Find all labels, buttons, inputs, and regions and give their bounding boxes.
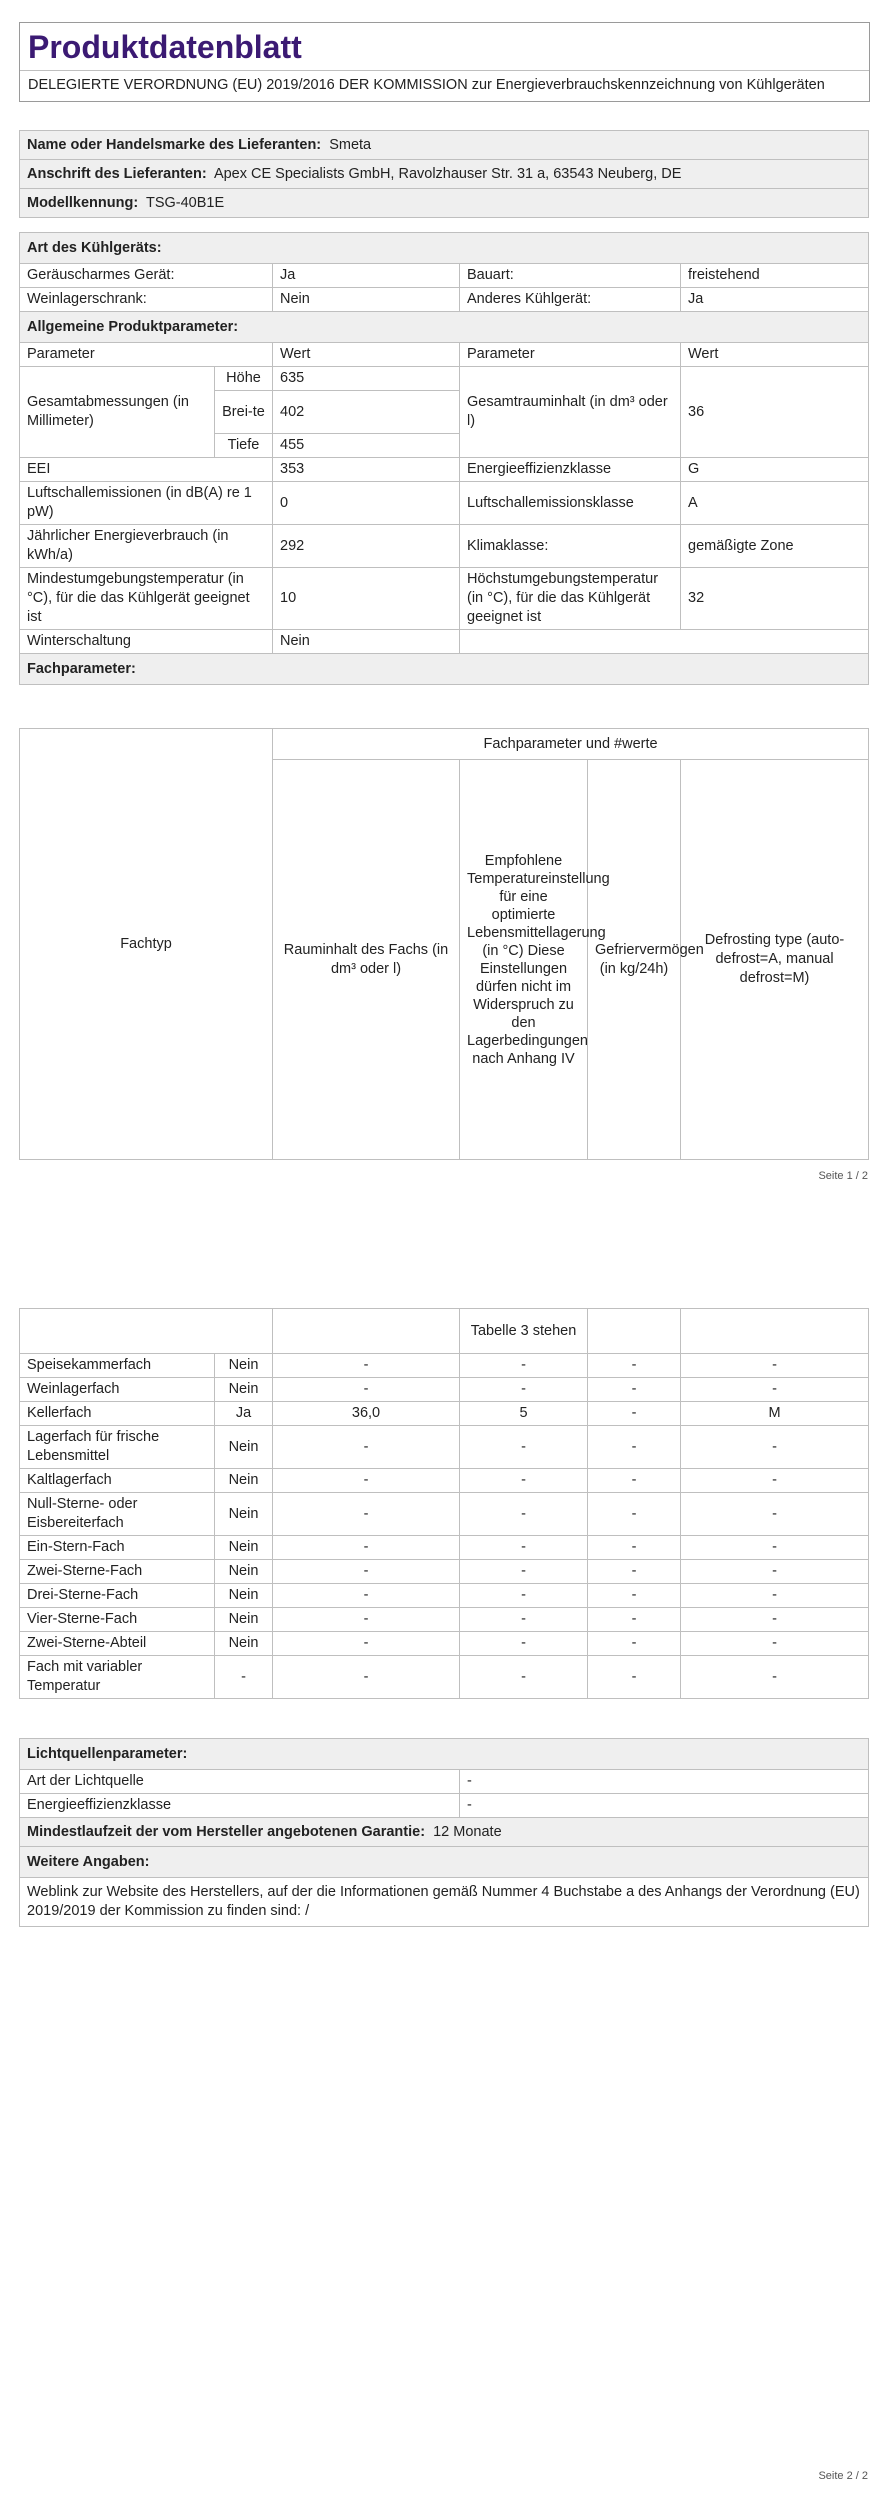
supplier-value: Smeta — [329, 136, 372, 153]
compartment-volume: - — [273, 1608, 460, 1632]
depth-value: 455 — [273, 434, 460, 458]
compartment-table — [19, 1308, 869, 1354]
efficiency-class-value: G — [681, 458, 869, 482]
compartment-row — [20, 1469, 869, 1493]
compartment-row — [20, 1560, 869, 1584]
compartment-defrost: - — [681, 1536, 869, 1560]
compartment-row — [20, 1632, 869, 1656]
compartment-temp-header: Empfohlene Temperatureinstellung für eine optimierte Lebensmittellagerung (in °C) Diese Einstellungen dürfen nicht im Widerspruch zu den Lagerbedingungen nach Anhang IV — [460, 760, 588, 1160]
page-1 — [0, 0, 887, 1240]
width-value: 402 — [273, 391, 460, 434]
compartment-present: Nein — [215, 1632, 273, 1656]
compartment-present: Nein — [215, 1560, 273, 1584]
compartment-defrost: - — [681, 1426, 869, 1469]
general-table — [19, 232, 869, 685]
light-table — [19, 1738, 869, 1927]
compartment-name: Lagerfach für frische Lebensmittel — [20, 1426, 215, 1469]
compartment-volume: - — [273, 1493, 460, 1536]
compartment-row — [20, 1608, 869, 1632]
compartment-present: Nein — [215, 1426, 273, 1469]
compartment-volume: - — [273, 1536, 460, 1560]
compartment-freeze: - — [588, 1560, 681, 1584]
compartment-row — [20, 1493, 869, 1536]
compartment-temp: - — [460, 1632, 588, 1656]
compartment-volume: - — [273, 1469, 460, 1493]
value-header-2: Wert — [681, 343, 869, 367]
compartment-defrost: - — [681, 1354, 869, 1378]
compartment-name: Ein-Stern-Fach — [20, 1536, 215, 1560]
compartment-name: Weinlagerfach — [20, 1378, 215, 1402]
light-class-value: - — [460, 1794, 869, 1818]
compartment-present: Nein — [215, 1469, 273, 1493]
compartment-volume: - — [273, 1378, 460, 1402]
warranty-value: 12 Monate — [433, 1823, 502, 1840]
general-section-heading: Allgemeine Produktparameter: — [20, 312, 869, 343]
compartment-temp: - — [460, 1354, 588, 1378]
width-label: Brei-te — [215, 391, 273, 434]
max-temp-value: 32 — [681, 568, 869, 630]
silent-label: Geräuscharmes Gerät: — [20, 264, 273, 288]
compartment-row — [20, 1402, 869, 1426]
continuation-empty — [588, 1309, 681, 1354]
param-header-1: Parameter — [20, 343, 273, 367]
weblink-text: Weblink zur Website des Herstellers, auf der die Informationen gemäß Nummer 4 Buchstabe a des Anhangs der Verordnung (EU) 2019/2019 der Kommission zu finden sind: / — [20, 1878, 869, 1927]
continuation-empty — [273, 1309, 460, 1354]
compartment-name: Fach mit variabler Temperatur — [20, 1656, 215, 1699]
volume-value: 36 — [681, 367, 869, 458]
height-label: Höhe — [215, 367, 273, 391]
compartment-freeze: - — [588, 1632, 681, 1656]
min-temp-label: Mindestumgebungstemperatur (in °C), für die das Kühlgerät geeignet ist — [20, 568, 273, 630]
compartment-name: Drei-Sterne-Fach — [20, 1584, 215, 1608]
more-section-heading: Weitere Angaben: — [20, 1847, 869, 1878]
compartment-temp: - — [460, 1493, 588, 1536]
continuation-empty — [20, 1309, 273, 1354]
compartment-defrost: - — [681, 1469, 869, 1493]
climate-class-value: gemäßigte Zone — [681, 525, 869, 568]
compartment-defrost: - — [681, 1608, 869, 1632]
compartment-freeze: - — [588, 1493, 681, 1536]
light-section-heading: Lichtquellenparameter: — [20, 1739, 869, 1770]
compartment-temp: - — [460, 1426, 588, 1469]
compartment-freeze: - — [588, 1469, 681, 1493]
compartment-freeze: - — [588, 1656, 681, 1699]
compartment-volume: 36,0 — [273, 1402, 460, 1426]
compartment-present: - — [215, 1656, 273, 1699]
compartment-freeze: - — [588, 1378, 681, 1402]
construction-label: Bauart: — [460, 264, 681, 288]
page-2-footer: Seite 2 / 2 — [818, 2470, 868, 2482]
param-header-2: Parameter — [460, 343, 681, 367]
compartment-defrost: - — [681, 1560, 869, 1584]
compartment-temp: - — [460, 1469, 588, 1493]
compartment-volume: - — [273, 1560, 460, 1584]
eei-label: EEI — [20, 458, 273, 482]
compartment-volume: - — [273, 1354, 460, 1378]
compartment-present: Nein — [215, 1493, 273, 1536]
noise-label: Luftschallemissionen (in dB(A) re 1 pW) — [20, 482, 273, 525]
energy-label: Jährlicher Energieverbrauch (in kWh/a) — [20, 525, 273, 568]
noise-class-label: Luftschallemissionsklasse — [460, 482, 681, 525]
min-temp-value: 10 — [273, 568, 460, 630]
value-header-1: Wert — [273, 343, 460, 367]
compartment-defrost-header: Defrosting type (auto-defrost=A, manual defrost=M) — [681, 760, 869, 1160]
compartment-temp: - — [460, 1584, 588, 1608]
compartment-name: Vier-Sterne-Fach — [20, 1608, 215, 1632]
compartment-section-heading: Fachparameter: — [20, 654, 869, 685]
type-section-heading: Art des Kühlgeräts: — [20, 233, 869, 264]
volume-label: Gesamtrauminhalt (in dm³ oder l) — [460, 367, 681, 458]
page-1-footer: Seite 1 / 2 — [818, 1170, 868, 1182]
other-appliance-value: Ja — [681, 288, 869, 312]
compartment-header-table — [19, 728, 869, 1160]
compartment-group-header: Fachparameter und #werte — [273, 729, 869, 760]
compartment-freeze: - — [588, 1426, 681, 1469]
compartment-name: Null-Sterne- oder Eisbereiterfach — [20, 1493, 215, 1536]
warranty-row — [20, 1818, 869, 1847]
compartment-temp-header-cont: Tabelle 3 stehen — [460, 1309, 588, 1354]
address-value: Apex CE Specialists GmbH, Ravolzhauser Str. 31 a, 63543 Neuberg, DE — [213, 165, 682, 182]
regulation-text: DELEGIERTE VERORDNUNG (EU) 2019/2016 DER KOMMISSION zur Energieverbrauchskennzeichnung von Kühlgeräten — [28, 77, 825, 93]
compartment-volume: - — [273, 1584, 460, 1608]
compartment-rows-table — [19, 1353, 869, 1699]
compartment-temp: - — [460, 1656, 588, 1699]
compartment-present: Nein — [215, 1378, 273, 1402]
energy-value: 292 — [273, 525, 460, 568]
other-appliance-label: Anderes Kühlgerät: — [460, 288, 681, 312]
compartment-row — [20, 1656, 869, 1699]
noise-class-value: A — [681, 482, 869, 525]
light-type-label: Art der Lichtquelle — [20, 1770, 460, 1794]
compartment-freeze: - — [588, 1536, 681, 1560]
compartment-defrost: M — [681, 1402, 869, 1426]
compartment-volume: - — [273, 1656, 460, 1699]
dimensions-label: Gesamtabmessungen (in Millimeter) — [20, 367, 215, 458]
address-label: Anschrift des Lieferanten: — [27, 165, 207, 182]
model-label: Modellkennung: — [27, 194, 139, 211]
compartment-row — [20, 1378, 869, 1402]
compartment-present: Nein — [215, 1584, 273, 1608]
compartment-freeze: - — [588, 1584, 681, 1608]
max-temp-label: Höchstumgebungstemperatur (in °C), für die das Kühlgerät geeignet ist — [460, 568, 681, 630]
compartment-volume: - — [273, 1632, 460, 1656]
compartment-defrost: - — [681, 1378, 869, 1402]
light-class-label: Energieeffizienzklasse — [20, 1794, 460, 1818]
compartment-present: Nein — [215, 1608, 273, 1632]
warranty-label: Mindestlaufzeit der vom Hersteller angebotenen Garantie: — [27, 1823, 426, 1840]
compartment-temp: - — [460, 1378, 588, 1402]
depth-label: Tiefe — [215, 434, 273, 458]
compartment-freeze: - — [588, 1608, 681, 1632]
compartment-temp: - — [460, 1560, 588, 1584]
compartment-name: Kellerfach — [20, 1402, 215, 1426]
eei-value: 353 — [273, 458, 460, 482]
compartment-temp: 5 — [460, 1402, 588, 1426]
supplier-row — [20, 131, 869, 160]
compartment-name: Zwei-Sterne-Abteil — [20, 1632, 215, 1656]
silent-value: Ja — [273, 264, 460, 288]
compartment-temp: - — [460, 1536, 588, 1560]
winter-label: Winterschaltung — [20, 630, 273, 654]
page-title: Produktdatenblatt — [20, 23, 869, 71]
empty-cell — [460, 630, 869, 654]
winter-value: Nein — [273, 630, 460, 654]
supplier-label: Name oder Handelsmarke des Lieferanten: — [27, 136, 322, 153]
model-row — [20, 189, 869, 218]
compartment-type-header: Fachtyp — [20, 729, 273, 1160]
compartment-row — [20, 1426, 869, 1469]
compartment-present: Nein — [215, 1354, 273, 1378]
compartment-name: Zwei-Sterne-Fach — [20, 1560, 215, 1584]
compartment-volume: - — [273, 1426, 460, 1469]
compartment-name: Speisekammerfach — [20, 1354, 215, 1378]
compartment-defrost: - — [681, 1493, 869, 1536]
compartment-row — [20, 1354, 869, 1378]
continuation-empty — [681, 1309, 869, 1354]
compartment-row — [20, 1584, 869, 1608]
compartment-freeze: - — [588, 1354, 681, 1378]
height-value: 635 — [273, 367, 460, 391]
wine-value: Nein — [273, 288, 460, 312]
supplier-table — [19, 130, 869, 218]
compartment-present: Nein — [215, 1536, 273, 1560]
compartment-defrost: - — [681, 1584, 869, 1608]
compartment-freeze-header: Gefriervermögen (in kg/24h) — [588, 760, 681, 1160]
compartment-defrost: - — [681, 1632, 869, 1656]
construction-value: freistehend — [681, 264, 869, 288]
address-row — [20, 160, 869, 189]
compartment-defrost: - — [681, 1656, 869, 1699]
title-block — [19, 22, 870, 102]
efficiency-class-label: Energieeffizienzklasse — [460, 458, 681, 482]
compartment-volume-header: Rauminhalt des Fachs (in dm³ oder l) — [273, 760, 460, 1160]
noise-value: 0 — [273, 482, 460, 525]
model-value: TSG-40B1E — [145, 194, 225, 211]
wine-label: Weinlagerschrank: — [20, 288, 273, 312]
page-2 — [0, 1240, 887, 2510]
compartment-freeze: - — [588, 1402, 681, 1426]
compartment-row — [20, 1536, 869, 1560]
light-type-value: - — [460, 1770, 869, 1794]
compartment-temp: - — [460, 1608, 588, 1632]
compartment-present: Ja — [215, 1402, 273, 1426]
climate-class-label: Klimaklasse: — [460, 525, 681, 568]
compartment-name: Kaltlagerfach — [20, 1469, 215, 1493]
